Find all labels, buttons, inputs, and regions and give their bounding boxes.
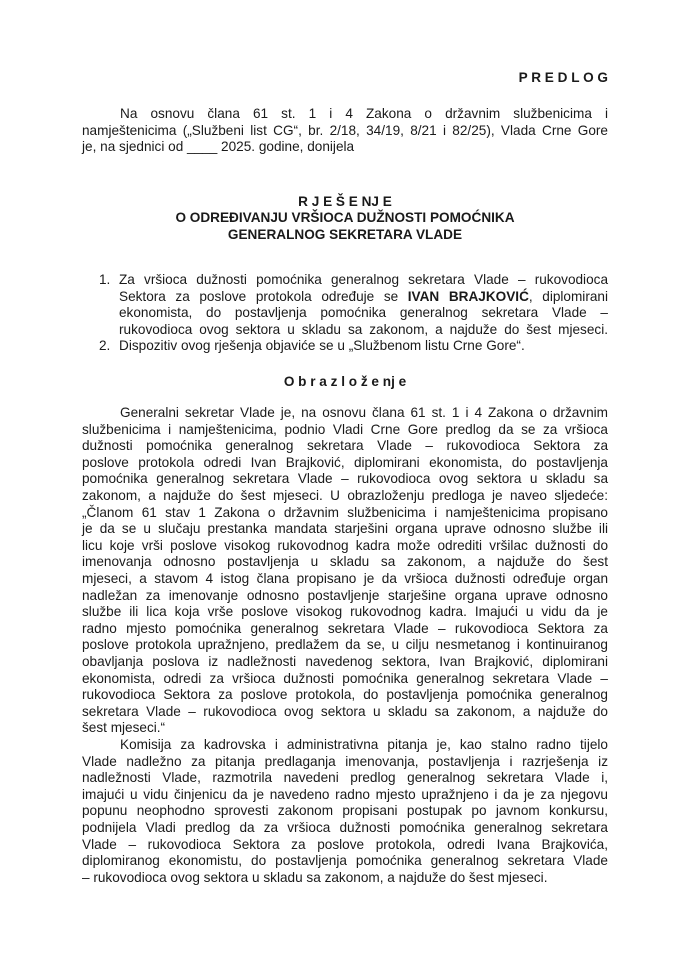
paragraph-line: Komisija za kadrovska i administrativna pitanja je, kao stalno radno tijelo [120, 737, 608, 752]
paragraph-line: službe ili lica koja vrše poslove visokog rukovodnog kadra. Imajući u vidu da je [82, 604, 608, 620]
proposal-header: P R E D L O G [518, 70, 608, 85]
paragraph-line: popunu neophodno sprovesti zakonom propisani postupak po javnom konkursu, [82, 803, 608, 819]
paragraph-line: diplomiranog ekonomistu, do postavljenja pomoćnika generalnog sekretara Vlade [82, 853, 608, 869]
preamble-line: namještenicima („Službeni list CG“, br. 2/18, 34/19, 8/21 i 82/25), Vlada Crne Gore [82, 122, 608, 138]
paragraph-line: podnijela Vladi predlog da za vršioca dužnosti pomoćnika generalnog sekretara [82, 819, 608, 835]
preamble-line: Na osnovu člana 61 st. 1 i 4 Zakona o državnim službenicima i [120, 106, 608, 121]
paragraph-line: zakonom, a najduže do šest mjeseci. U obrazloženju predloga je naveo sljedeće: [82, 487, 608, 503]
paragraph-line: Vlade nadležno za pitanja predlaganja imenovanja, postavljenja i razrješenja iz [82, 753, 608, 769]
preamble-line: je, na sjednici od ____ 2025. godine, donijela [82, 139, 355, 155]
decision-items [99, 272, 608, 355]
paragraph-line: nadležnosti Vlade, razmotrila navedeni predlog generalnog sekretara Vlade i, [82, 770, 608, 786]
paragraph-line: rukovodioca Sektora za poslove protokola, do postavljenja pomoćnika generalnog [82, 687, 608, 703]
reasoning-paragraph-2 [82, 737, 608, 886]
paragraph-line: šest mjeseci.“ [82, 720, 166, 736]
paragraph-line: – rukovodioca ovog sektora u skladu sa zakonom, a najduže do šest mjeseci. [82, 869, 548, 885]
item-line: Za vršioca dužnosti pomoćnika generalnog sekretara Vlade – rukovodioca [119, 272, 608, 287]
paragraph-line: nadležan za imenovanje odnosno postavljenje starješine organa uprave odnosno [82, 587, 608, 603]
paragraph-line: „Članom 61 stav 1 Zakona o državnim službenicima i namještenicima propisano [82, 504, 608, 520]
item-line: rukovodioca ovog sektora u skladu sa zakonom, a najduže do šest mjeseci. [119, 321, 608, 337]
paragraph-line: obavljanja poslova iz nadležnosti navedenog sektora, Ivan Brajković, diplomirani [82, 653, 608, 669]
title-line: O ODREĐIVANJU VRŠIOCA DUŽNOSTI POMOĆNIKA [175, 210, 515, 226]
paragraph-line: sekretara Vlade – rukovodioca ovog sektora u skladu sa zakonom, a najduže do [82, 703, 608, 719]
item-text: , diplomirani [528, 288, 608, 304]
paragraph-line: mjeseci, a stavom 4 istog člana propisano je da vršioca dužnosti određuje organ [82, 570, 608, 586]
paragraph-line: imajući u vidu činjenicu da je navedeno radno mjesto upražnjeno i da je za njegovu [82, 786, 608, 802]
paragraph-line: Vlade – rukovodioca Sektora za poslove protokola, odredi Ivana Brajkovića, [82, 836, 608, 852]
reasoning-title: O b r a z l o ž e nj e [283, 374, 407, 389]
paragraph-line: Generalni sekretar Vlade je, na osnovu člana 61 st. 1 i 4 Zakona o državnim [120, 405, 608, 420]
item-number: 1. [99, 272, 111, 287]
paragraph-line: pomoćnika generalnog sekretara Vlade – rukovodioca ovog sektora u skladu sa [82, 471, 608, 487]
paragraph-line: je da se u slučaju prestanka mandata starješini organa uprave odnosno službe ili [82, 521, 608, 537]
title-line: GENERALNOG SEKRETARA VLADE [227, 226, 463, 242]
title-line: R J E Š E NJ E [298, 194, 392, 209]
list-item [99, 272, 608, 338]
preamble [82, 106, 608, 156]
appointee-name: IVAN BRAJKOVIĆ [407, 288, 529, 304]
paragraph-line: imenovanja odnosno postavljenja u skladu sa zakonom, a najduže do šest [82, 554, 608, 570]
item-number: 2. [99, 338, 111, 354]
item-line: ekonomista, do postavljenja pomoćnika generalnog sekretara Vlade – [119, 305, 608, 321]
item-line: Dispozitiv ovog rješenja objaviće se u „Službenom listu Crne Gore“. [119, 338, 525, 354]
paragraph-line: licu koje vrši poslove visokog rukovodnog kadra može odrediti vršilac dužnosti do [82, 537, 608, 553]
paragraph-line: službenicima i namještenicima, podnio Vladi Crne Gore predlog da se za vršioca [82, 421, 608, 437]
paragraph-line: poslove protokola upražnjeno, predlažem da se, u cilju nesmetanog i kontinuiranog [82, 637, 608, 653]
paragraph-line: dužnosti pomoćnika generalnog sekretara Vlade – rukovodioca Sektora za [82, 438, 608, 454]
paragraph-line: poslove protokola odredi Ivan Brajković, diplomirani ekonomista, do postavljenja [82, 454, 608, 470]
paragraph-line: radno mjesto pomoćnika generalnog sekretara Vlade – rukovodioca Sektora za [82, 620, 608, 636]
list-item [99, 338, 608, 355]
item-text: Sektora za poslove protokola određuje se [119, 288, 408, 304]
paragraph-line: ekonomista, odredi za vršioca dužnosti pomoćnika generalnog sekretara Vlade – [82, 670, 608, 686]
decision-title [82, 194, 608, 243]
reasoning-paragraph-1 [82, 405, 608, 737]
